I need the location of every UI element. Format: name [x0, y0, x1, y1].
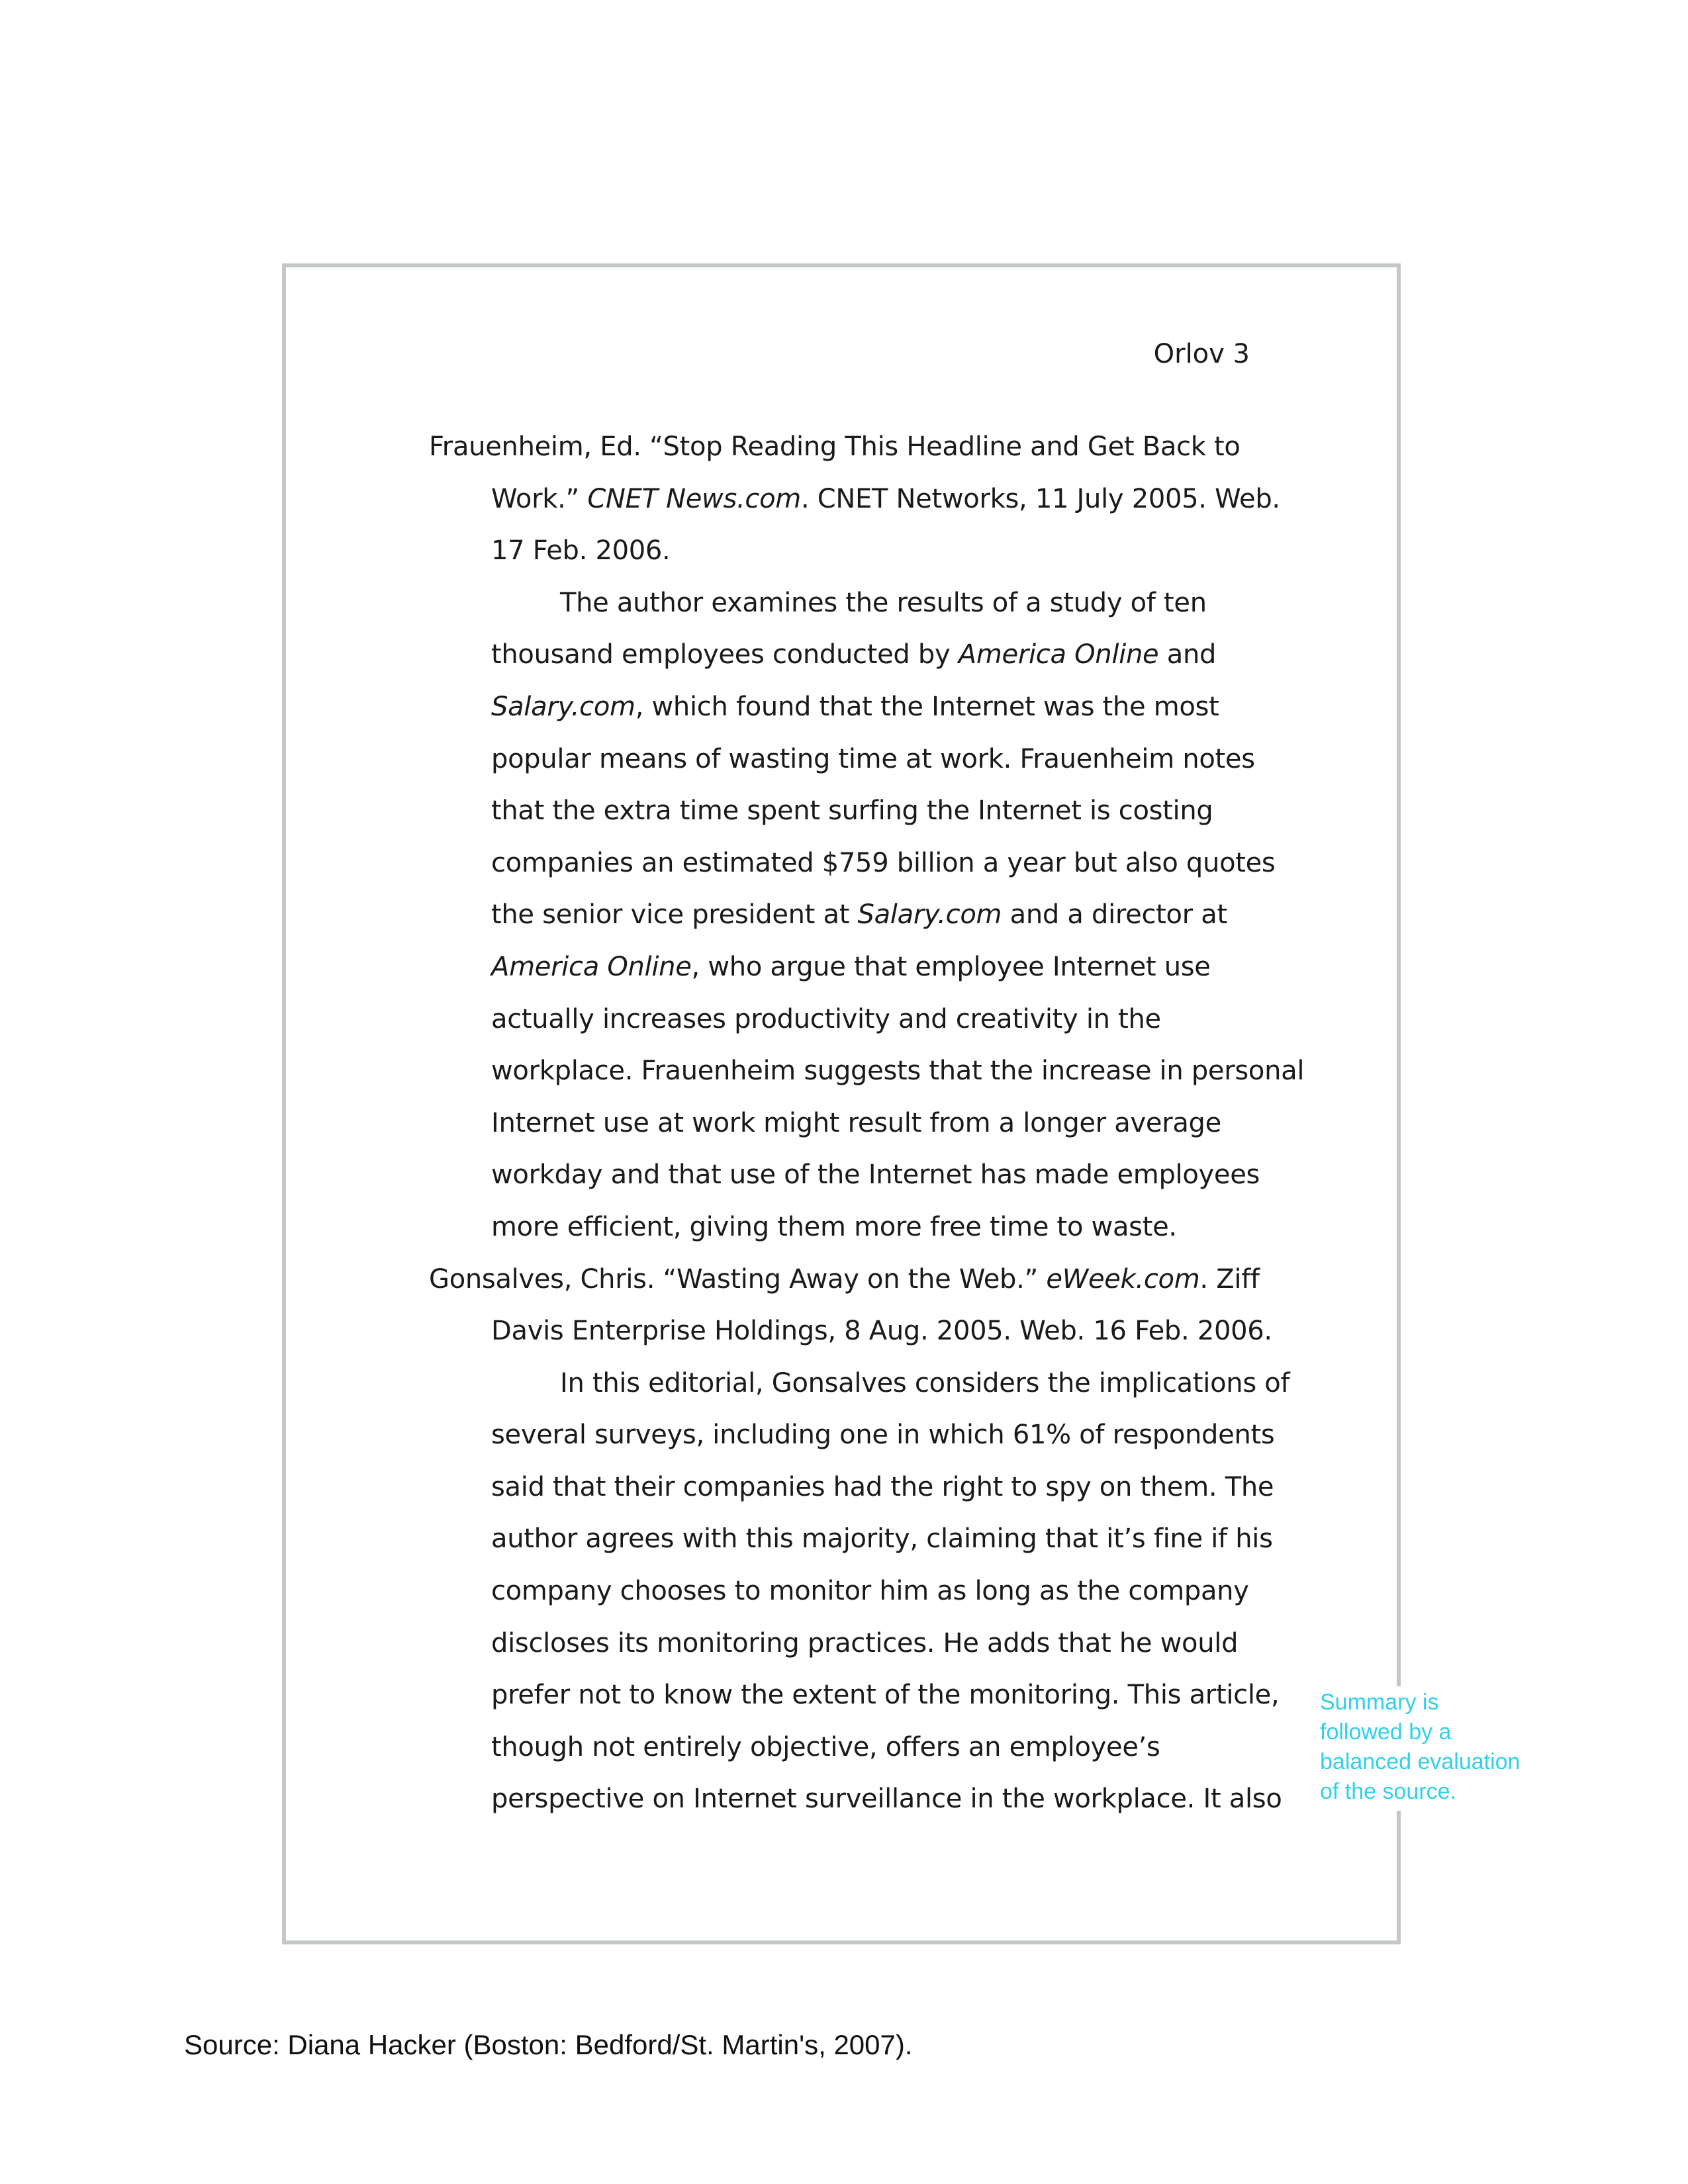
citation-line: Frauenheim, Ed. “Stop Reading This Headline and Get Back to	[429, 432, 1241, 462]
annotation-line: author agrees with this majority, claiming that it’s fine if his	[491, 1524, 1273, 1555]
annotation-line: said that their companies had the right to spy on them. The	[491, 1471, 1274, 1502]
annotation-line: actually increases productivity and creativity in the	[491, 1003, 1161, 1034]
citation	[429, 1253, 1283, 1357]
annotation-line: workplace. Frauenheim suggests that the increase in personal	[491, 1056, 1305, 1087]
annotation-line: that the extra time spent surfing the Internet is costing	[491, 796, 1213, 827]
annotation	[429, 1357, 1290, 1825]
citation	[429, 421, 1283, 577]
annotation-line: workday and that use of the Internet has made employees	[491, 1160, 1260, 1191]
annotation-line: though not entirely objective, offers an employee’s	[491, 1731, 1160, 1762]
citation-line: Davis Enterprise Holdings, 8 Aug. 2005. Web. 16 Feb. 2006.	[491, 1316, 1272, 1347]
annotation-line: perspective on Internet surveillance in the workplace. It also	[491, 1784, 1282, 1815]
citation-line: Work.” CNET News.com. CNET Networks, 11 July 2005. Web.	[491, 483, 1280, 514]
annotation-line: prefer not to know the extent of the monitoring. This article,	[491, 1680, 1280, 1711]
annotation-line: discloses its monitoring practices. He adds that he would	[491, 1627, 1239, 1659]
annotation-line: company chooses to monitor him as long as the company	[491, 1576, 1249, 1607]
citation-line: Gonsalves, Chris. “Wasting Away on the Web.” eWeek.com. Ziff	[429, 1263, 1260, 1295]
page-frame	[282, 263, 1401, 1944]
annotation-line: In this editorial, Gonsalves considers the implications of	[560, 1367, 1290, 1398]
annotated-bibliography	[429, 421, 1305, 1825]
annotation-line: Internet use at work might result from a longer average	[491, 1107, 1221, 1138]
annotation-line: more efficient, giving them more free time to waste.	[491, 1211, 1177, 1242]
margin-annotation-note	[1320, 1686, 1532, 1811]
annotation-line: several surveys, including one in which 61% of respondents	[491, 1420, 1275, 1451]
source-credit: Source: Diana Hacker (Boston: Bedford/St. Martin's, 2007).	[184, 2029, 913, 2060]
annotation-line: Salary.com, which found that the Internet was the most	[491, 691, 1219, 722]
margin-note-line: followed by a	[1320, 1719, 1452, 1745]
margin-note-line: Summary is	[1320, 1690, 1439, 1715]
bibliography-entry	[429, 421, 1305, 1253]
margin-note-line: balanced evaluation	[1320, 1749, 1521, 1774]
annotation-line: thousand employees conducted by America Online and	[491, 639, 1217, 670]
bibliography-entry	[429, 1253, 1290, 1826]
source-title: eWeek.com	[1046, 1263, 1200, 1295]
annotation-line: The author examines the results of a study of ten	[560, 587, 1207, 618]
source-title: CNET News.com	[587, 483, 801, 514]
margin-note-line: of the source.	[1320, 1779, 1457, 1804]
annotation-line: the senior vice president at Salary.com and a director at	[491, 899, 1227, 931]
citation-line: 17 Feb. 2006.	[491, 535, 671, 567]
annotation-line: popular means of wasting time at work. Frauenheim notes	[491, 743, 1255, 774]
annotation	[429, 577, 1305, 1253]
running-head: Orlov 3	[1153, 339, 1250, 369]
annotation-line: America Online, who argue that employee Internet use	[491, 951, 1211, 982]
annotation-line: companies an estimated $759 billion a year but also quotes	[491, 847, 1276, 878]
